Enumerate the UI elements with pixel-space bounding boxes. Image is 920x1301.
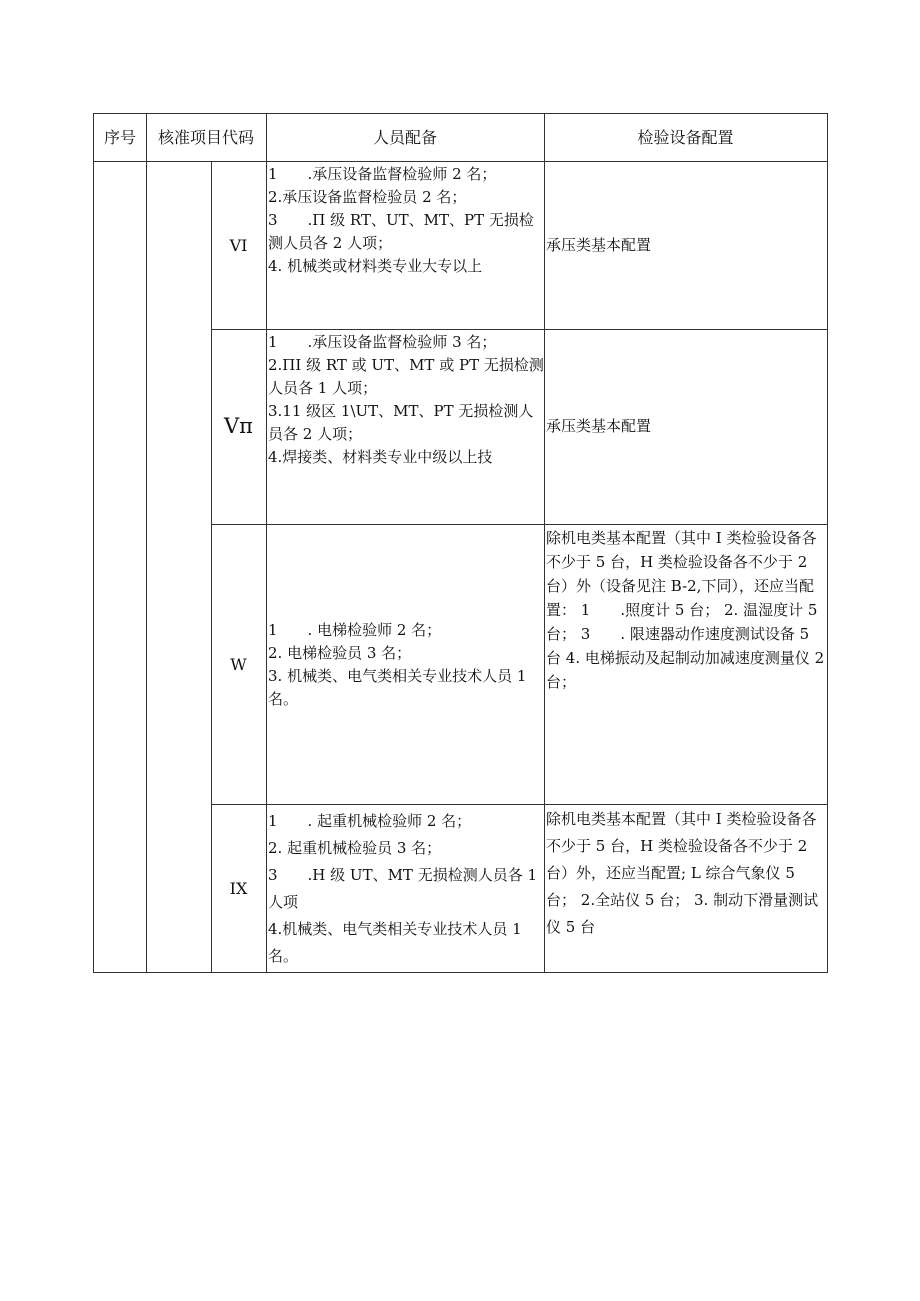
staff-cell (267, 806, 544, 973)
staff-line: 2. 电梯检验员 3 名； (268, 644, 412, 662)
staff-cell (267, 524, 544, 804)
staff-line: 4.焊接类、材料类专业中级以上技 (268, 448, 493, 466)
equipment-cell (545, 329, 827, 524)
staff-line: 3 .H 级 UT、MT 无损检测人员各 1 人项 (268, 866, 538, 911)
staff-line: 4. 机械类或材料类专业大专以上 (268, 257, 483, 275)
equipment-cell (545, 806, 827, 973)
staff-line: 2.ΠI 级 RT 或 UT、MT 或 PT 无损检测人员各 1 人项； (268, 356, 544, 397)
staff-line: 2.承压设备监督检验员 2 名； (268, 188, 467, 206)
staff-cell (267, 161, 544, 329)
staff-line: 1 . 起重机械检验师 2 名； (268, 812, 472, 830)
staff-line: 1 . 电梯检验师 2 名； (268, 621, 442, 639)
staff-line: 1 .承压设备监督检验师 2 名； (268, 165, 497, 183)
header-seq: 序号 (103, 128, 136, 147)
equipment-line: 4. 电梯振动及起制动加减速度测量仪 2 台； (546, 649, 825, 691)
equipment-line: 承压类基本配置 (546, 235, 652, 254)
staff-cell (267, 329, 544, 524)
staff-line: 3. 机械类、电气类相关专业技术人员 1 名。 (268, 667, 527, 708)
equipment-line: 除机电类基本配置（其中 I 类检验设备各不少于 5 台，H 类检验设备各不少于 2 台）外（设备见注 B-2,下同），还应当配置： (546, 529, 817, 619)
row-code: VI (229, 235, 248, 255)
equipment-line: 3 . 限速器动作速度测试设备 5 台 (546, 625, 810, 667)
equipment-line: 2.全站仪 5 台； (580, 891, 690, 909)
equipment-line: 除机电类基本配置（其中 I 类检验设备各不少于 5 台，H 类检验设备各不少于 2 台）外，还应当配置; L 综合气象仪 5 台； (546, 810, 817, 909)
equipment-line: 3. 制动下滑量测试仪 5 台 (546, 891, 819, 936)
row-code: W (230, 654, 247, 674)
row-divider (211, 804, 827, 805)
equipment-line: 1 .照度计 5 台； (580, 601, 720, 619)
staff-line: 1 .承压设备监督检验师 3 名； (268, 333, 497, 351)
header-code: 核准项目代码 (157, 128, 254, 147)
row-code: IX (229, 879, 248, 898)
column-divider (146, 114, 147, 973)
equipment-line: 承压类基本配置 (546, 417, 652, 435)
row-code: Vπ (224, 414, 253, 438)
equipment-cell (545, 526, 827, 804)
staff-line: 3.11 级区 1\UT、MT、PT 无损检测人员各 2 人项； (268, 402, 534, 443)
qualification-table (93, 113, 828, 973)
header-staff: 人员配备 (372, 128, 437, 147)
equipment-line: 2. 温湿度计 5 台； (546, 601, 818, 643)
staff-line: 2. 起重机械检验员 3 名； (268, 839, 442, 857)
staff-line: 4.机械类、电气类相关专业技术人员 1 名。 (268, 920, 522, 965)
equipment-cell (545, 161, 827, 329)
staff-line: 3 .П 级 RT、UT、MT、PT 无损检测人员各 2 人项； (268, 211, 534, 252)
header-equipment: 检验设备配置 (637, 128, 734, 147)
